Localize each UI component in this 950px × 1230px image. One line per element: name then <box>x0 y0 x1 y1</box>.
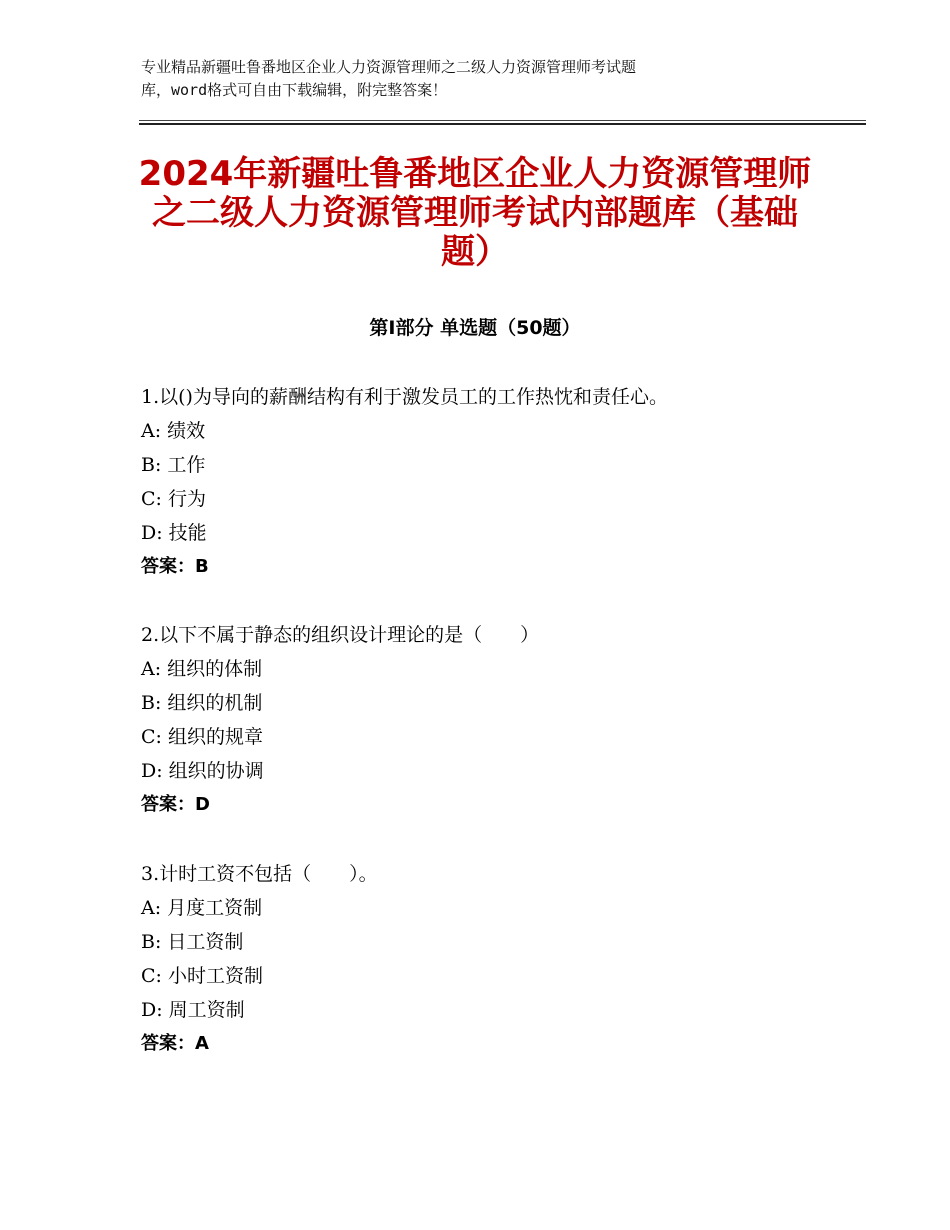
header-note-line-2: 库，word格式可自由下载编辑，附完整答案！ <box>141 81 448 99</box>
header-divider-top <box>139 120 866 121</box>
document-title <box>100 155 850 272</box>
option-c: C: 小时工资制 <box>141 965 263 987</box>
question-1 <box>141 380 861 584</box>
answer: 答案：B <box>141 556 209 577</box>
question-stem: 2.以下不属于静态的组织设计理论的是（ ） <box>141 624 540 646</box>
option-d: D: 周工资制 <box>141 999 245 1021</box>
answer: 答案：A <box>141 1033 209 1054</box>
title-line-1: 2024年新疆吐鲁番地区企业人力资源管理师 <box>138 154 812 194</box>
question-stem: 1.以()为导向的薪酬结构有利于激发员工的工作热忱和责任心。 <box>141 386 668 408</box>
option-b: B: 工作 <box>141 454 206 476</box>
section-heading: 第Ⅰ部分 单选题（50题） <box>369 317 581 339</box>
question-3 <box>141 857 861 1061</box>
option-d: D: 技能 <box>141 522 207 544</box>
option-c: C: 组织的规章 <box>141 726 263 748</box>
answer: 答案：D <box>141 794 210 815</box>
option-a: A: 月度工资制 <box>141 897 263 919</box>
header-note-line-1: 专业精品新疆吐鲁番地区企业人力资源管理师之二级人力资源管理师考试题 <box>141 58 637 76</box>
option-a: A: 组织的体制 <box>141 658 263 680</box>
question-2 <box>141 618 861 822</box>
question-stem: 3.计时工资不包括（ ）。 <box>141 863 378 885</box>
title-line-2: 之二级人力资源管理师考试内部题库（基础 <box>152 193 798 233</box>
option-c: C: 行为 <box>141 488 206 510</box>
header-divider-bottom <box>139 123 866 125</box>
option-d: D: 组织的协调 <box>141 760 264 782</box>
option-a: A: 绩效 <box>141 420 206 442</box>
option-b: B: 日工资制 <box>141 931 244 953</box>
option-b: B: 组织的机制 <box>141 692 263 714</box>
header-note <box>141 56 781 102</box>
title-line-3: 题） <box>441 232 509 272</box>
